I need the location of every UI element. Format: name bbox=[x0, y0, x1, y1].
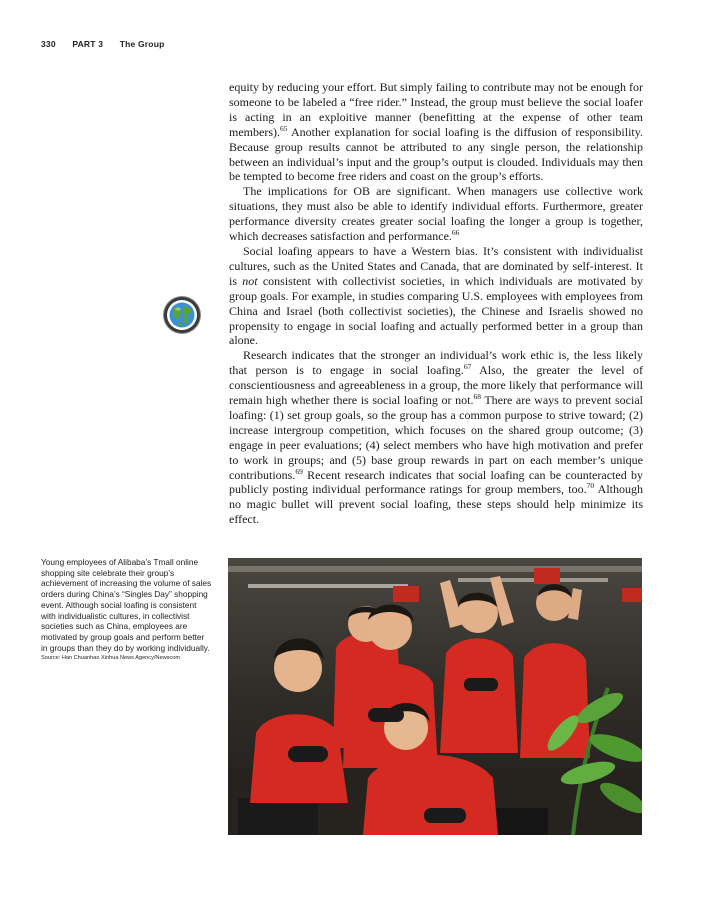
photo-credit: Source: Han Chuanhao Xinhua News Agency/Newscom bbox=[41, 655, 180, 662]
body-text bbox=[229, 80, 643, 527]
endnote-ref: 69 bbox=[295, 466, 303, 476]
photo-caption bbox=[41, 557, 213, 663]
endnote-ref: 66 bbox=[451, 228, 460, 238]
paragraph: Research indicates that the stronger an individual’s work ethic is, the less likely that person is to engage in social loafing.$^{67}$ Also, the greater the level of conscientiousness and agreeableness in a group, the more likely that performance will remain high whether there is social loafing or not.$^{68}$ There are ways to prevent social loafing: (1) set group goals, so the group has a common purpose to strive toward; (2) increase intergroup competition, which focuses on the shared group outcome; (3) engage in peer evaluations; (4) select members who have high motivation and prefer to work in groups; and (5) base group rewards in part on each member’s unique contributions.$^{69}$ Recent research indicates that social loafing can be counteracted by publicly posting individual performance ratings for group members, too.$^{70}$ Although no magic bullet will prevent social loafing, these steps should help minimize its effect. bbox=[229, 348, 643, 527]
paragraph: equity by reducing your effort. But simply failing to contribute may not be enough for someone to be labeled a “free rider.” Instead, the group must believe the social loafer is acting in an exploitive manner (benefitting at the expense of other team members).$^{65}$ Another explanation for social loafing is the diffusion of responsibility. Because group results cannot be attributed to any single person, the relationship between an individual’s input and the group’s output is clouded. Individuals may then be tempted to become free riders and coast on the group’s efforts. bbox=[229, 80, 643, 184]
endnote-ref: 67 bbox=[463, 362, 472, 372]
page-number: 330 bbox=[41, 39, 56, 49]
globe-icon bbox=[164, 297, 200, 333]
running-header bbox=[41, 39, 179, 49]
paragraph: Social loafing appears to have a Western bias. It’s consistent with individualist cultures, such as the United States and Canada, that are dominated by self-interest. It is not consistent with collectivist societies, in which individuals are motivated by group goals. For example, in studies comparing U.S. employees with employees from China and Israel (both collectivist societies), the Chinese and Israelis showed no propensity to engage in social loafing and actually performed better in a group than alone. bbox=[229, 243, 643, 348]
paragraph: The implications for OB are significant. When managers use collective work situations, they must also be able to identify individual efforts. Furthermore, greater performance diversity creates greater social loafing the longer a group is together, which decreases satisfaction and performance.$^{66}$ bbox=[229, 184, 643, 244]
part-label: PART 3 bbox=[72, 39, 104, 49]
caption-text: Young employees of Alibaba’s Tmall online shopping site celebrate their group’s achievement of increasing the volume of sales orders during China’s “Singles Day” shopping event. Although social loafing is consistent with individualistic cultures, in collectivist societies such as China, employees are motivated by group goals and perform better in groups than they do by working individually. bbox=[41, 557, 212, 653]
part-title: The Group bbox=[119, 39, 165, 49]
endnote-ref: 68 bbox=[473, 392, 481, 402]
endnote-ref: 65 bbox=[279, 123, 288, 133]
photo-celebrating-employees bbox=[228, 558, 642, 835]
endnote-ref: 70 bbox=[586, 481, 595, 491]
